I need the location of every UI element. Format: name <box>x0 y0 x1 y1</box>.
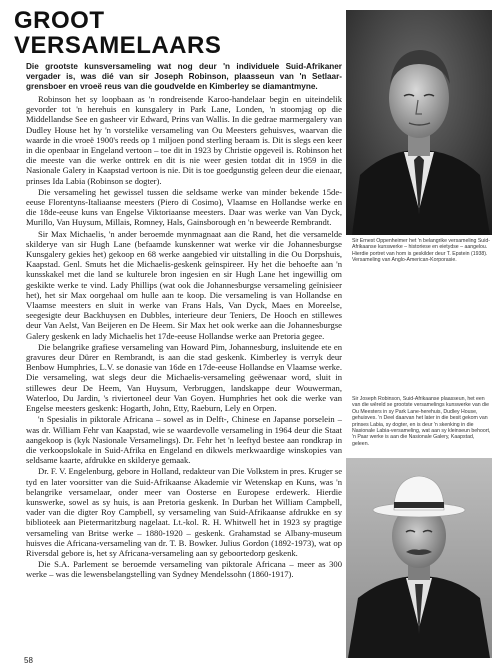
photo-caption-robinson: Sir Joseph Robinson, Suid-Afrikaanse plaasseun, het een van die wêreld se grootste versamelings kunswerke van die Ou Meesters in sy Park Lane-herehuis, Dudley House, gehuisves. 'n Deel daarvan het later in die besit gekom van prinses Labia, sy dogter, en is deur 'n skenking in die Nasionale Labia-versameling, wat aan sy kleinseun behoort, 'n Paar werke is aan die Nasionale Galery, Kaapstad, geleen. <box>352 396 491 447</box>
body-paragraph: Robinson het sy loopbaan as 'n rondreisende Karoo-handelaar begin en uiteindelik gevorder tot 'n herehuis en kunsgalery in Park Lane, Londen, 'n stoomjag op die Middellandse See en gasheer vir Edward, Prins van Wallis. In die gedrae marmergalery van Dudley House het hy 'n vorstelike versameling van Ou Meesters gehuisves, waarvan die waarde in die vroeë 1900's reeds op 1 miljoen pond sterling beraam is. Dit is slegs een keer in die openbaar in Engeland vertoon – toe dit in 1923 by Christie opgeveil is. Robinson het die meeste van die werke onttrek en dit is nie weer gesien totdat dit in 1959 in die Nasionale Galery in Kaapstad vertoon is nie. Dit is toe goedgunstig geleen deur die eienaar, prinses Ida Labia (Robinson se dogter). <box>26 94 342 186</box>
body-paragraph: Die belangrike grafiese versameling van Howard Pim, Johannesburg, insluitende ete en gravures deur Dürer en Rembrandt, is aan die stad geskenk. Kimberley is verryk deur Benbow Humphries, L.V. se donasie van 16de en 17de-eeuse Hollandse en Vlaamse werke. Die versameling, wat slegs deur die Michaelis-versameling geëwenaar word, sluit in stillewes deur De Heem, Van Huysum, Verbruggen, landskappe deur Wouwerman, Waterloo, Du Jardin, 's riviertoneel deur Van Goyen. Humphries het ook die werke van Engelse meesters geskenk: Hogarth, John, Etty, Raeburn, Lely en Orpen. <box>26 341 342 414</box>
body-paragraph: Die S.A. Parlement se beroemde versameling van piktorale Africana – meer as 300 werke – was die lewensbelangstelling van Sydney Mendelssohn (1860-1917). <box>26 559 342 580</box>
body-paragraph: Sir Max Michaelis, 'n ander beroemde mynmagnaat aan die Rand, het die versamelde skilderye van sir Hugh Lane (befaamde kunskenner wat werke vir die Johannesburgse Kunsgalery gekies het) gekoop en 68 werke aangebied vir uitstalling in die Ou Dorpshuis, Kaapstad. Genl. Smuts het die Michaelis-geskenk geïnspireer. Hy het die behoefte aan 'n kunsskakel met die land se kulturele bron ingesien en sir Hugh Lane het ingewillig om geskikte werke te vind. Lady Phillips (wat ook die Johannesburgse versameling geïnisieer het), het sir Max oorgehaal om hulle aan te koop. Die versameling is van Hollandse en Vlaamse meesters en sluit in werke van Frans Hals, Van Dyck, Maes en Moreelse, seegesigte deur Backhuysen en Dubbles, interieure deur Teniers, De Hooch en stillewes deur Van Aelst, Van Beijeren en De Heem. Sir Max het ook werke aan die Johannesburgse Galery geskenk en lady Michaelis het 17de-eeuse Hollandse werke aan Pretoria gegee. <box>26 228 342 341</box>
article-body <box>26 94 342 650</box>
page-title <box>14 8 334 58</box>
lead-paragraph: Die grootste kunsversameling wat nog deur 'n individuele Suid-Afrikaner vergader is, was dié van sir Joseph Robinson, plaasseun van 'n Setlaar-grensboer en vroeë reus van die goudvelde en Kimberley se diamantmyne. <box>26 62 342 91</box>
portrait-photo-robinson <box>346 458 492 658</box>
portrait-photo-oppenheimer <box>346 10 492 235</box>
page-number: 58 <box>24 656 33 665</box>
body-paragraph: Dr. F. V. Engelenburg, gebore in Holland, redakteur van Die Volkstem in pres. Kruger se tyd en later voorsitter van die Suid-Afrikaanse Akademie vir Wetenskap en Kuns, was 'n belangrike versamelaar, onder meer van Oosterse en Europese erdewerk. Hierdie kunswerke, sowel as sy huis, is aan Pretoria geskenk. In Durban het William Campbell, vader van die digter Roy Campbell, sy versameling van Suid-Afrikaanse afdrukke en sy biblioteek aan Pietermaritzburg nagelaat. Lt.-kol. R. H. Whitwell het in 1923 sy pragtige versameling van Britse werke – 1880-1920 – geskenk. Grahamstad se Albany-museum huisves die Africana-versameling van dr. T. B. Bowker. Julius Gordon (1892-1973), wat op Riversdal gebore is, het sy Africana-versameling aan sy geboortedorp geskenk. <box>26 466 342 558</box>
body-paragraph: Die versameling het gewissel tussen die seldsame werke van minder bekende 15de-eeuse Florentyns-Italiaanse meesters (Piero di Cosimo), Vlaamse en Hollandse werke en die 18de-eeuse kuns van Engelse Viktoriaanse meesters. Daar was werke van Van Dyck, Murillo, Van Huysum, Millais, Romney, Hals, Gainsborough en 'n beweerde Rembrandt. <box>26 186 342 228</box>
portrait-illustration <box>346 458 492 658</box>
portrait-illustration <box>346 10 492 235</box>
page-title-line-2: VERSAMELAARS <box>14 32 222 59</box>
body-paragraph: 'n Spesialis in piktorale Africana – sowel as in Delft-, Chinese en Japanse porselein – was dr. William Fehr van Kaapstad, wie se waardevolle versameling in 1964 deur die Staat aangekoop is (kyk Nasionale Versamelings). Dr. Fehr het 'n leeftyd bestee aan rondkrap in die verkoopslokale in Suid-Afrika en Engeland en dikwels merkwaardige winskopies van seldsame kaarte, afdrukke en skilderye gemaak. <box>26 414 342 466</box>
page-title-line-1: GROOT <box>14 7 105 34</box>
photo-caption-oppenheimer: Sir Ernest Oppenheimer het 'n belangrike versameling Suid-Afrikaanse kunswerke – historiese en eietydse – aangelou. Hierdie portret van hom is geskilder deur T. Epstein (1938). Versameling van Anglo-American-Korporasie. <box>352 238 490 264</box>
